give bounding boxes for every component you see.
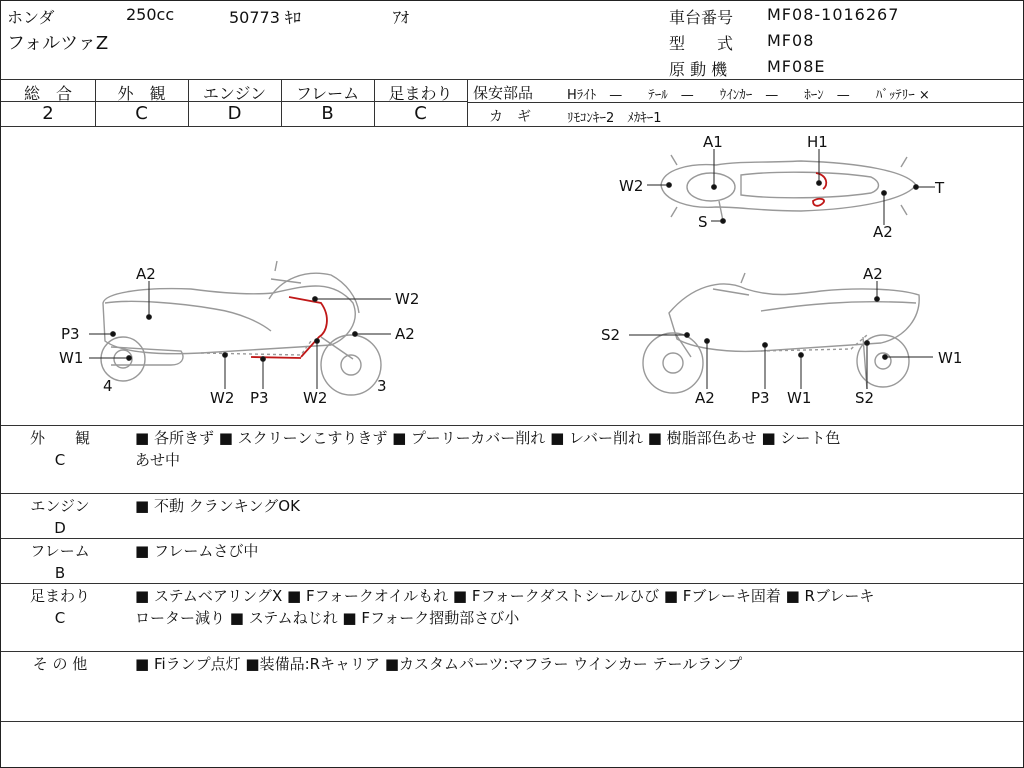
rule (467, 79, 468, 127)
displacement: 250cc (126, 5, 175, 24)
mileage: 50773 ｷﾛ (229, 8, 301, 27)
engine-label: 原 動 機 (669, 60, 728, 79)
diagram-label: P3 (61, 325, 80, 343)
diagram-label: W1 (59, 349, 84, 367)
grade-engine-label: エンジン (202, 84, 267, 103)
grade-exterior-value: C (135, 103, 148, 124)
rule (1, 79, 1023, 80)
type-value: MF08 (767, 31, 815, 50)
type-label: 型 式 (669, 34, 734, 53)
remark-exterior-label: 外 観 C (29, 429, 90, 469)
key-label: カ ギ (489, 109, 531, 125)
grade-engine-value: D (227, 103, 242, 124)
remark-chassis-label: 足まわり C (29, 587, 90, 627)
diagram-label: S2 (601, 326, 621, 344)
diagram-label: A2 (136, 265, 156, 283)
grade-chassis-label: 足まわり (388, 84, 453, 103)
color: ｱｵ (393, 8, 410, 27)
maker: ホンダ (7, 8, 55, 27)
rule (1, 538, 1023, 539)
remark-frame-text: ■ フレームさび中 (135, 542, 259, 560)
remark-engine-label: エンジン D (30, 497, 90, 537)
diagram-label: W2 (210, 389, 235, 407)
rule (1, 651, 1023, 652)
damage-mark-left-floor (251, 357, 301, 358)
right-view-outline (643, 273, 919, 393)
grade-frame-label: フレーム (295, 84, 360, 103)
diagram-label: 4 (103, 377, 113, 395)
rule (1, 493, 1023, 494)
safety-items: Hﾗｲﾄ — ﾃｰﾙ — ｳｲﾝｶｰ — ﾎｰﾝ — ﾊﾞｯﾃﾘｰ × (567, 88, 930, 103)
diagram-label: A2 (873, 223, 893, 241)
diagram-label: A2 (395, 325, 415, 343)
grade-exterior-label: 外 観 (117, 84, 166, 103)
scooter-damage-diagram (1, 127, 1023, 425)
remark-other-text: ■ Fiランプ点灯 ■装備品:Rキャリア ■カスタムパーツ:マフラー ウインカー テールランプ (135, 655, 743, 673)
diagram-label: T (935, 179, 945, 197)
rule (1, 583, 1023, 584)
diagram-label: P3 (751, 389, 770, 407)
remark-engine-text: ■ 不動 クランキングOK (135, 497, 300, 515)
diagram-label: P3 (250, 389, 269, 407)
engine-value: MF08E (767, 57, 826, 76)
remark-frame-label: フレーム B (30, 542, 90, 582)
diagram-label: W2 (303, 389, 328, 407)
remark-exterior-text: ■ 各所きず ■ スクリーンこすりきず ■ プーリーカバー削れ ■ レバー削れ ■ 樹脂部色あせ ■ シート色 あせ中 (135, 429, 841, 469)
diagram-label: W2 (619, 177, 644, 195)
key-value: ﾘﾓｺﾝｷｰ2 ﾒｶｷｰ1 (567, 111, 662, 126)
diagram-label: H1 (807, 133, 828, 151)
diagram-label: W1 (787, 389, 812, 407)
grade-overall-value: 2 (42, 103, 54, 124)
diagram-label: W1 (938, 349, 963, 367)
frame-no-value: MF08-1016267 (767, 5, 900, 24)
rule (1, 425, 1023, 426)
rule (1, 721, 1023, 722)
remark-chassis-text: ■ ステムベアリングX ■ Fフォークオイルもれ ■ Fフォークダストシールひび ■ Fブレーキ固着 ■ Rブレーキ ローター減り ■ ステムねじれ ■ Fフォーク摺動部さび小 (135, 587, 875, 627)
grade-overall-label: 総 合 (23, 84, 72, 103)
damage-mark-left-panel (289, 297, 327, 357)
grade-frame-value: B (321, 103, 334, 124)
diagram-label: A1 (703, 133, 723, 151)
grade-chassis-value: C (414, 103, 427, 124)
diagram-label: A2 (695, 389, 715, 407)
diagram-label: S2 (855, 389, 875, 407)
model-name: フォルツァZ (7, 33, 109, 54)
diagram-label: A2 (863, 265, 883, 283)
diagram-label: W2 (395, 290, 420, 308)
damage-mark-top-seat (813, 199, 824, 206)
safety-label: 保安部品 (473, 84, 534, 102)
top-view-outline (661, 155, 916, 221)
diagram-label: S (698, 213, 708, 231)
frame-no-label: 車台番号 (669, 8, 734, 27)
remark-other-label: そ の 他 (32, 655, 88, 673)
diagram-label: 3 (377, 377, 387, 395)
